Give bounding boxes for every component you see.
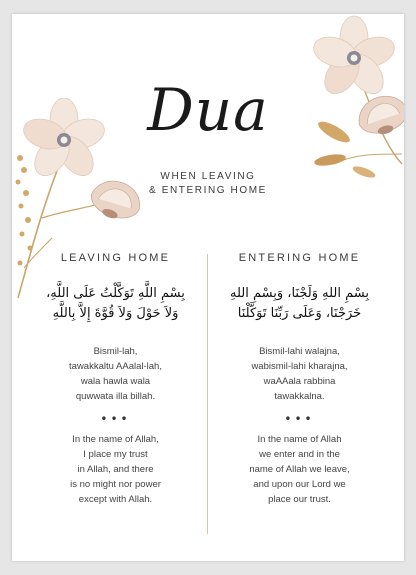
leaving-transliteration bbox=[28, 344, 203, 404]
translation-line: In the name of Allah, bbox=[72, 434, 159, 445]
poster-subtitle-line-2: & ENTERING HOME bbox=[149, 185, 267, 196]
entering-transliteration bbox=[212, 344, 387, 404]
poster-subtitle-line-1: WHEN LEAVING bbox=[160, 171, 256, 182]
dot-separator: ••• bbox=[100, 412, 131, 426]
transliteration-line: wabismil-lahi kharajna, bbox=[251, 361, 348, 372]
translation-line: we enter and in the bbox=[259, 449, 340, 460]
leaving-home-column bbox=[28, 250, 203, 507]
arabic-line: بِسْمِ اللَّهِ تَوَكَّلْتُ عَلَى اللَّهِ، bbox=[46, 286, 185, 301]
translation-line: place our trust. bbox=[268, 494, 331, 505]
arabic-line: خَرَجْنَا، وَعَلَى رَبِّنَا تَوَكَّلْنَا bbox=[237, 306, 362, 321]
dua-poster bbox=[12, 14, 404, 561]
translation-line: in Allah, and there bbox=[77, 464, 154, 475]
translation-line: is no might nor power bbox=[70, 479, 161, 490]
translation-line: I place my trust bbox=[83, 449, 148, 460]
transliteration-line: tawakkaltu AAalal-lah, bbox=[69, 361, 162, 372]
transliteration-line: wala hawla wala bbox=[80, 376, 151, 387]
arabic-line: بِسْمِ اللهِ وَلَجْنَا، وَبِسْمِ اللهِ bbox=[230, 286, 369, 301]
poster-title: Dua bbox=[147, 76, 269, 144]
leaving-translation bbox=[28, 432, 203, 507]
entering-arabic-dua bbox=[212, 284, 387, 324]
dot-separator: ••• bbox=[284, 412, 315, 426]
translation-line: In the name of Allah bbox=[257, 434, 342, 445]
entering-home-column bbox=[212, 250, 387, 507]
leaving-arabic-dua bbox=[28, 284, 203, 324]
translation-line: except with Allah. bbox=[78, 494, 153, 505]
transliteration-line: Bismil-lahi walajna, bbox=[259, 346, 340, 357]
translation-line: and upon our Lord we bbox=[253, 479, 346, 490]
transliteration-line: waAAala rabbina bbox=[263, 376, 336, 387]
arabic-line: وَلاَ حَوْلَ وَلاَ قُوَّةَ إِلاَّ بِاللَّهِ bbox=[52, 306, 179, 321]
transliteration-line: tawakkalna. bbox=[274, 391, 325, 402]
transliteration-line: Bismil-lah, bbox=[93, 346, 138, 357]
entering-translation bbox=[212, 432, 387, 507]
column-divider bbox=[207, 254, 208, 534]
leaving-home-heading: LEAVING HOME bbox=[60, 252, 171, 264]
transliteration-line: quwwata illa billah. bbox=[75, 391, 156, 402]
translation-line: name of Allah we leave, bbox=[249, 464, 350, 475]
entering-home-heading: ENTERING HOME bbox=[238, 252, 361, 264]
